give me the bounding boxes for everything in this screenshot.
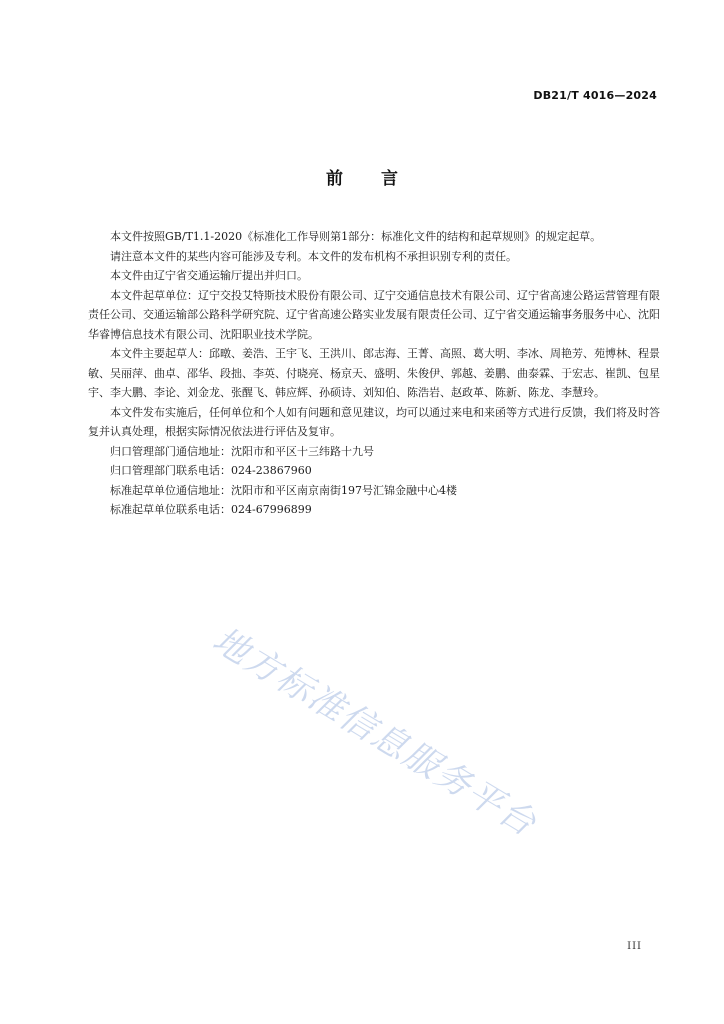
paragraph-feedback: 本文件发布实施后，任何单位和个人如有问题和意见建议，均可以通过来电和来函等方式进行反馈，我们将及时答复并认真处理，根据实际情况依法进行评估及复审。 [88, 405, 660, 438]
paragraph-drafter-address: 标准起草单位通信地址：沈阳市和平区南京南街197号汇锦金融中心4楼 [110, 483, 457, 497]
paragraph-admin-address: 归口管理部门通信地址：沈阳市和平区十三纬路十九号 [110, 444, 374, 458]
paragraph-admin-phone: 归口管理部门联系电话：024-23867960 [110, 464, 312, 477]
paragraph-drafting-units: 本文件起草单位：辽宁交投艾特斯技术股份有限公司、辽宁交通信息技术有限公司、辽宁省高速公路运营管理有限责任公司、交通运输部公路科学研究院、辽宁省高速公路实业发展有限责任公司、辽宁省交通运输事务服务中心、沈阳华睿博信息技术有限公司、沈阳职业技术学院。 [88, 288, 660, 341]
standard-code: DB21/T 4016—2024 [533, 89, 657, 102]
paragraph-drafting-rules: 本文件按照GB/T1.1-2020《标准化工作导则第1部分：标准化文件的结构和起草规则》的规定起草。 [110, 230, 602, 243]
watermark: 地方标准信息服务平台 [205, 620, 544, 845]
paragraph-drafter-phone: 标准起草单位联系电话：024-67996899 [110, 503, 312, 516]
page-number: III [627, 941, 642, 952]
paragraph-proposer: 本文件由辽宁省交通运输厅提出并归口。 [110, 269, 308, 282]
foreword-body [88, 227, 660, 520]
paragraph-patent-notice: 请注意本文件的某些内容可能涉及专利。本文件的发布机构不承担识别专利的责任。 [110, 249, 517, 263]
paragraph-drafters: 本文件主要起草人：邱暾、姜浩、王宇飞、王洪川、郎志海、王菁、高照、葛大明、李冰、周艳芳、苑博林、程景敏、吴丽萍、曲卓、邵华、段拙、李英、付晓亮、杨京天、盛明、朱俊伊、郭越、姜鹏、曲泰霖、于宏志、崔凯、包星宇、李大鹏、李论、刘金龙、张醒飞、韩应辉、孙硕诗、刘知伯、陈浩岩、赵政革、陈新、陈龙、李慧玲。 [88, 347, 660, 399]
page-title: 前言 [326, 169, 436, 189]
